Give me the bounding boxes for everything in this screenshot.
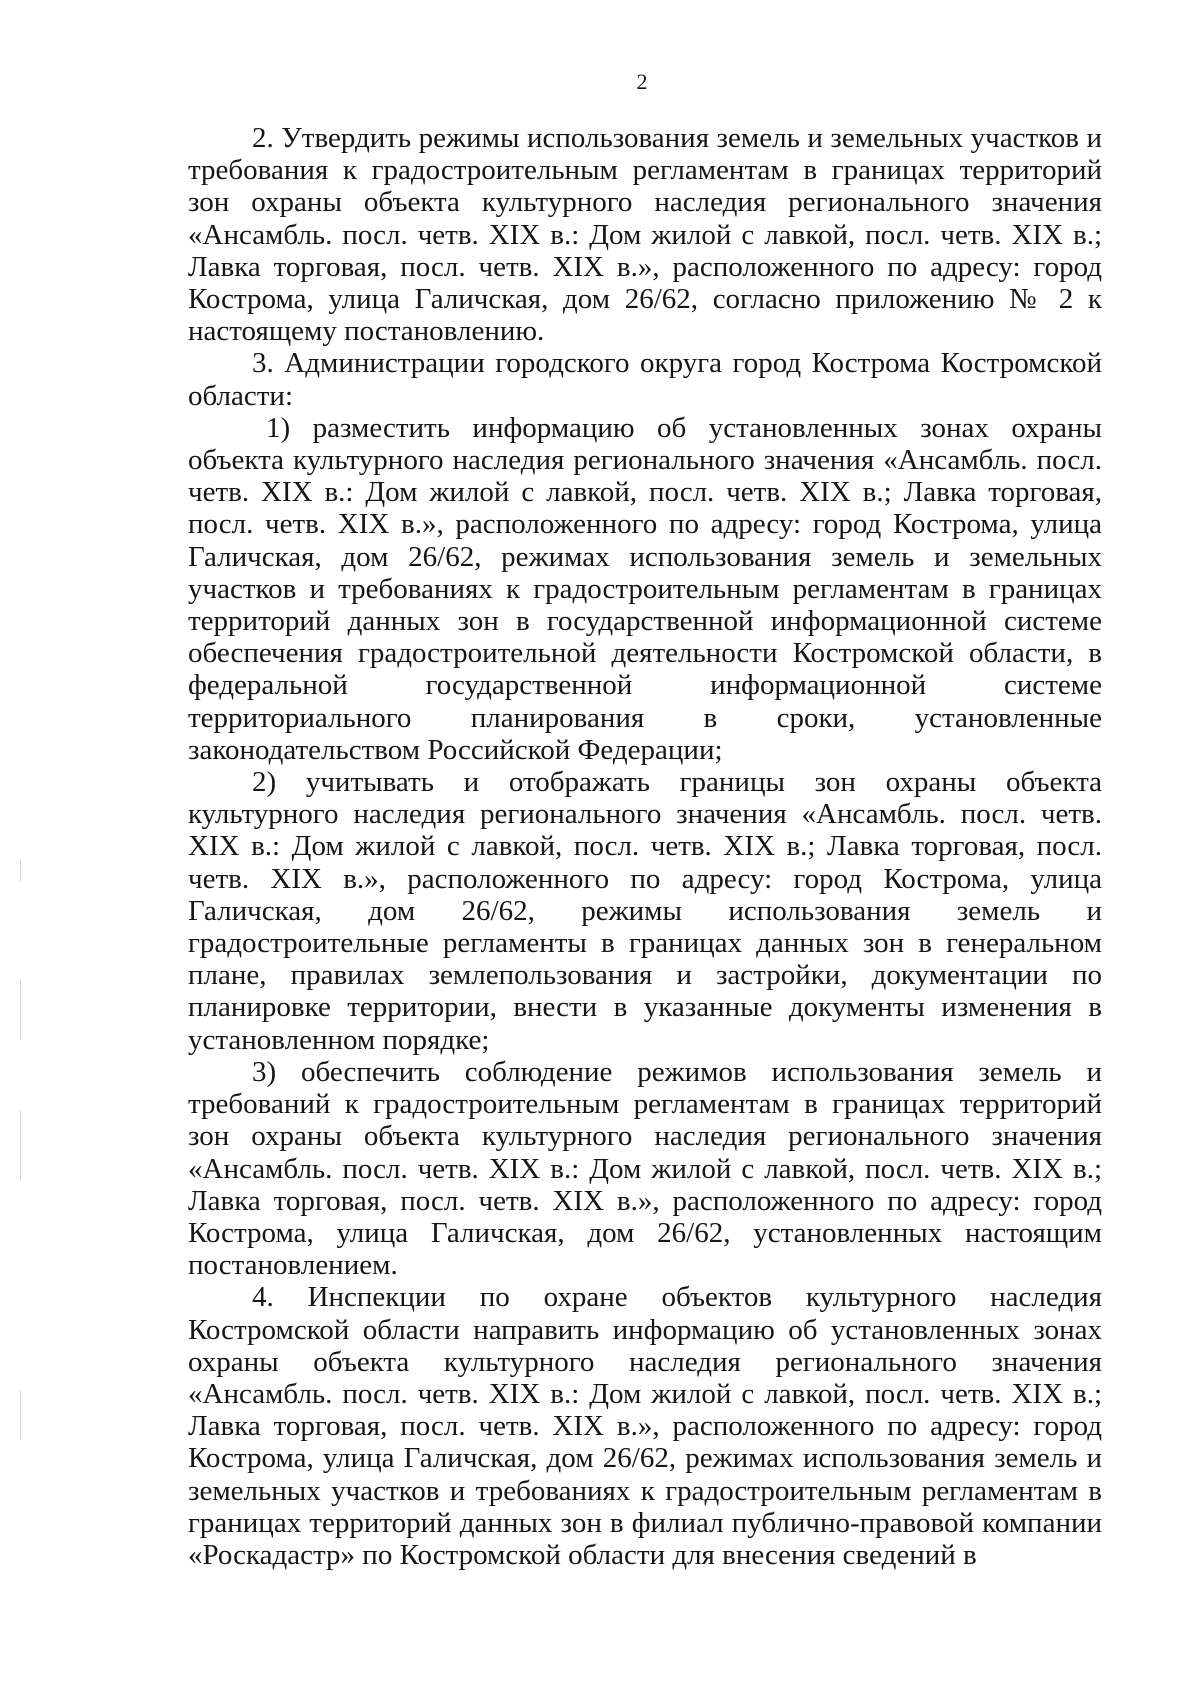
scan-artifacts bbox=[20, 0, 24, 1690]
page-number: 2 bbox=[636, 69, 648, 94]
paragraph-item-3-2: 2) учитывать и отображать границы зон охраны объекта культурного наследия регионального значения «Ансамбль. посл. четв. XIX в.: Дом жилой с лавкой, посл. четв. XIX в.; Лавка торговая, посл. четв. XIX в.», расположенного по адресу: город Кострома, улица Галичская, дом 26/62, режимы использования земель и градостроительные регламенты в границах данных зон в генеральном плане, правилах землепользования и застройки, документации по планировке территории, внести в указанные документы изменения в установленном порядке; bbox=[188, 766, 1102, 1056]
paragraph-item-3: 3. Администрации городского округа город Кострома Костромской области: bbox=[188, 347, 1102, 412]
paragraph-item-4: 4. Инспекции по охране объектов культурного наследия Костромской области направить информацию об установленных зонах охраны объекта культурного наследия регионального значения «Ансамбль. посл. четв. XIX в.: Дом жилой с лавкой, посл. четв. XIX в.; Лавка торговая, посл. четв. XIX в.», расположенного по адресу: город Кострома, улица Галичская, дом 26/62, режимах использования земель и земельных участков и требованиях к градостроительным регламентам в границах территорий данных зон в филиал публично-правовой компании «Роскадастр» по Костромской области для внесения сведений в bbox=[188, 1281, 1102, 1571]
paragraph-item-2: 2. Утвердить режимы использования земель и земельных участков и требования к градостроительным регламентам в границах территорий зон охраны объекта культурного наследия регионального значения «Ансамбль. посл. четв. XIX в.: Дом жилой с лавкой, посл. четв. XIX в.; Лавка торговая, посл. четв. XIX в.», расположенного по адресу: город Кострома, улица Галичская, дом 26/62, согласно приложению № 2 к настоящему постановлению. bbox=[188, 122, 1102, 348]
paragraph-item-3-3: 3) обеспечить соблюдение режимов использования земель и требований к градостроительным регламентам в границах территорий зон охраны объекта культурного наследия регионального значения «Ансамбль. посл. четв. XIX в.: Дом жилой с лавкой, посл. четв. XIX в.; Лавка торговая, посл. четв. XIX в.», расположенного по адресу: город Кострома, улица Галичская, дом 26/62, установленных настоящим постановлением. bbox=[188, 1055, 1102, 1282]
paragraph-item-3-1: 1) разместить информацию об установленных зонах охраны объекта культурного наследия регионального значения «Ансамбль. посл. четв. XIX в.: Дом жилой с лавкой, посл. четв. XIX в.; Лавка торговая, посл. четв. XIX в.», расположенного по адресу: город Кострома, улица Галичская, дом 26/62, режимах использования земель и земельных участков и требованиях к градостроительным регламентам в границах территорий данных зон в государственной информационной системе обеспечения градостроительной деятельности Костромской области, в федеральной государственной информационной системе территориального планирования в сроки, установленные законодательством Российской Федерации; bbox=[188, 411, 1102, 766]
document-body bbox=[188, 122, 1102, 1571]
